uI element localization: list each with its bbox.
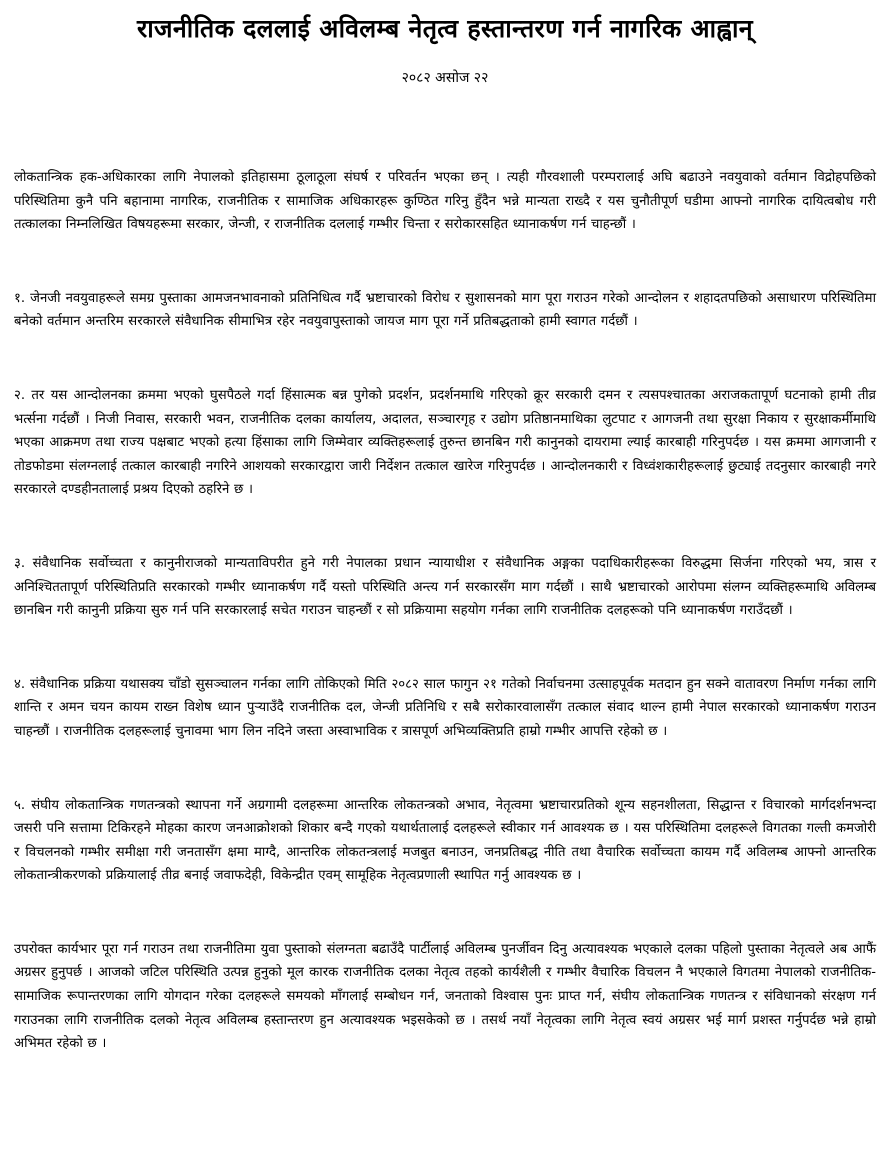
paragraph-point-3: ३. संवैधानिक सर्वोच्चता र कानुनीराजको मान्यताविपरीत हुने गरी नेपालका प्रधान न्यायाधीश र संवैधानिक अङ्गका पदाधिकारीहरूका विरुद्धमा सिर्जना गरिएको भय, त्रास र अनिश्चिततापूर्ण परिस्थितिप्रति सरकारको गम्भीर ध्यानाकर्षण गर्दै यस्तो परिस्थिति अन्त्य गर्न सरकारसँग माग गर्दछौं । साथै भ्रष्टाचारको आरोपमा संलग्न व्यक्तिहरूमाथि अविलम्ब छानबिन गरी कानुनी प्रक्रिया सुरु गर्न पनि सरकारलाई सचेत गराउन चाहन्छौं र सो प्रक्रियामा सहयोग गर्नका लागि राजनीतिक दलहरूको पनि ध्यानाकर्षण गराउँदछौं ।: [14, 555, 876, 619]
paragraph-point-4: ४. संवैधानिक प्रक्रिया यथासक्य चाँडो सुसञ्चालन गर्नका लागि तोकिएको मिति २०८२ साल फागुन २१ गतेको निर्वाचनमा उत्साहपूर्वक मतदान हुन सक्ने वातावरण निर्माण गर्नका लागि शान्ति र अमन चयन कायम राख्न विशेष ध्यान पुऱ्याउँदै राजनीतिक दल, जेन्जी प्रतिनिधि र सबै सरोकारवालासँग तत्काल संवाद थाल्न हामी नेपाल सरकारको ध्यानाकर्षण गराउन चाहन्छौं । राजनीतिक दलहरूलाई चुनावमा भाग लिन नदिने जस्ता अस्वाभाविक र त्रासपूर्ण अभिव्यक्तिप्रति हाम्रो गम्भीर आपत्ति रहेको छ ।: [14, 676, 876, 739]
paragraph-conclusion: उपरोक्त कार्यभार पूरा गर्न गराउन तथा राजनीतिमा युवा पुस्ताको संलग्नता बढाउँदै पार्टीलाई अविलम्ब पुनर्जीवन दिनु अत्यावश्यक भएकाले दलका पहिलो पुस्ताका नेतृत्वले अब आफैं अग्रसर हुनुपर्छ । आजको जटिल परिस्थिति उत्पन्न हुनुको मूल कारक राजनीतिक दलका नेतृत्व तहको कार्यशैली र गम्भीर वैचारिक विचलन नै भएकाले विगतमा नेपालको राजनीतिक-सामाजिक रूपान्तरणका लागि योगदान गरेका दलहरूले समयको माँगलाई सम्बोधन गर्न, जनताको विश्वास पुनः प्राप्त गर्न, संघीय लोकतान्त्रिक गणतन्त्र र संविधानको संरक्षण गर्न गराउनका लागि राजनीतिक दलको नेतृत्व अविलम्ब हस्तान्तरण हुन अत्यावश्यक भइसकेको छ । तसर्थ नयाँ नेतृत्वका लागि नेतृत्व स्वयं अग्रसर भई मार्ग प्रशस्त गर्नुपर्दछ भन्ने हाम्रो अभिमत रहेको छ ।: [14, 941, 876, 1052]
paragraph-point-1: १. जेनजी नवयुवाहरूले समग्र पुस्ताका आमजनभावनाको प्रतिनिधित्व गर्दै भ्रष्टाचारको विरोध र सुशासनको माग पूरा गराउन गरेको आन्दोलन र शहादतपछिको असाधारण परिस्थितिमा बनेको वर्तमान अन्तरिम सरकारले संवैधानिक सीमाभित्र रहेर नवयुवापुस्ताको जायज माग पूरा गर्ने प्रतिबद्धताको हामी स्वागत गर्दछौं ।: [14, 290, 876, 330]
paragraph-point-5: ५. संघीय लोकतान्त्रिक गणतन्त्रको स्थापना गर्ने अग्रगामी दलहरूमा आन्तरिक लोकतन्त्रको अभाव, नेतृत्वमा भ्रष्टाचारप्रतिको शून्य सहनशीलता, सिद्धान्त र विचारको मार्गदर्शनभन्दा जसरी पनि सत्तामा टिकिरहने मोहका कारण जनआक्रोशको शिकार बन्दै गएको यथार्थतालाई दलहरूले स्वीकार गर्न आवश्यक छ । यस परिस्थितिमा दलहरूले विगतका गल्ती कमजोरी र विचलनको गम्भीर समीक्षा गरी जनतासँग क्षमा माग्दै, आन्तरिक लोकतन्त्रलाई मजबुत बनाउन, जनप्रतिबद्ध नीति तथा वैचारिक सर्वोच्चता कायम गर्दै अविलम्ब आफ्नो आन्तरिक लोकतान्त्रीकरणको प्रक्रियालाई तीव्र बनाई जवाफदेही, विकेन्द्रीत एवम् सामूहिक नेतृत्वप्रणाली स्थापित गर्नु आवश्यक छ ।: [14, 797, 876, 884]
document-page: [0, 12, 890, 1175]
paragraph-point-2: २. तर यस आन्दोलनका क्रममा भएको घुसपैठले गर्दा हिंसात्मक बन्न पुगेको प्रदर्शन, प्रदर्शनमाथि गरिएको क्रूर सरकारी दमन र त्यसपश्चातका अराजकतापूर्ण घटनाको हामी तीव्र भर्त्सना गर्दछौं । निजी निवास, सरकारी भवन, राजनीतिक दलका कार्यालय, अदालत, सञ्चारगृह र उद्योग प्रतिष्ठानमाथिका लुटपाट र आगजनी तथा सुरक्षा निकाय र सुरक्षाकर्मीमाथि भएका आक्रमण तथा राज्य पक्षबाट भएको हत्या हिंसाका लागि जिम्मेवार व्यक्तिहरूलाई तुरुन्त छानबिन गरी कानुनको दायरामा ल्याई कारबाही गरिनुपर्दछ । यस क्रममा आगजानी र तोडफोडमा संलग्नलाई तत्काल कारबाही नगरिने आशयको सरकारद्वारा जारी निर्देशन तत्काल खारेज गरिनुपर्दछ । आन्दोलनकारी र विध्वंशकारीहरूलाई छुट्याई तदनुसार कारबाही नगरे सरकारले दण्डहीनतालाई प्रश्रय दिएको ठहरिने छ ।: [14, 387, 876, 498]
paragraph-intro: लोकतान्त्रिक हक-अधिकारका लागि नेपालको इतिहासमा ठूलाठूला संघर्ष र परिवर्तन भएका छन् । त्यही गौरवशाली परम्परालाई अघि बढाउने नवयुवाको वर्तमान विद्रोहपछिको परिस्थितिमा कुनै पनि बहानामा नागरिक, राजनीतिक र सामाजिक अधिकारहरू कुण्ठित गरिनु हुँदैन भन्ने मान्यता राख्दै र यस चुनौतीपूर्ण घडीमा आफ्नो नागरिक दायित्वबोध गरी तत्कालका निम्नलिखित विषयहरूमा सरकार, जेन्जी, र राजनीतिक दललाई गम्भीर चिन्ता र सरोकारसहित ध्यानाकर्षण गर्न चाहन्छौं ।: [14, 170, 876, 233]
document-title: राजनीतिक दललाई अविलम्ब नेतृत्व हस्तान्तरण गर्न नागरिक आह्वान्: [137, 14, 753, 43]
document-date: २०८२ असोज २२: [401, 70, 489, 86]
